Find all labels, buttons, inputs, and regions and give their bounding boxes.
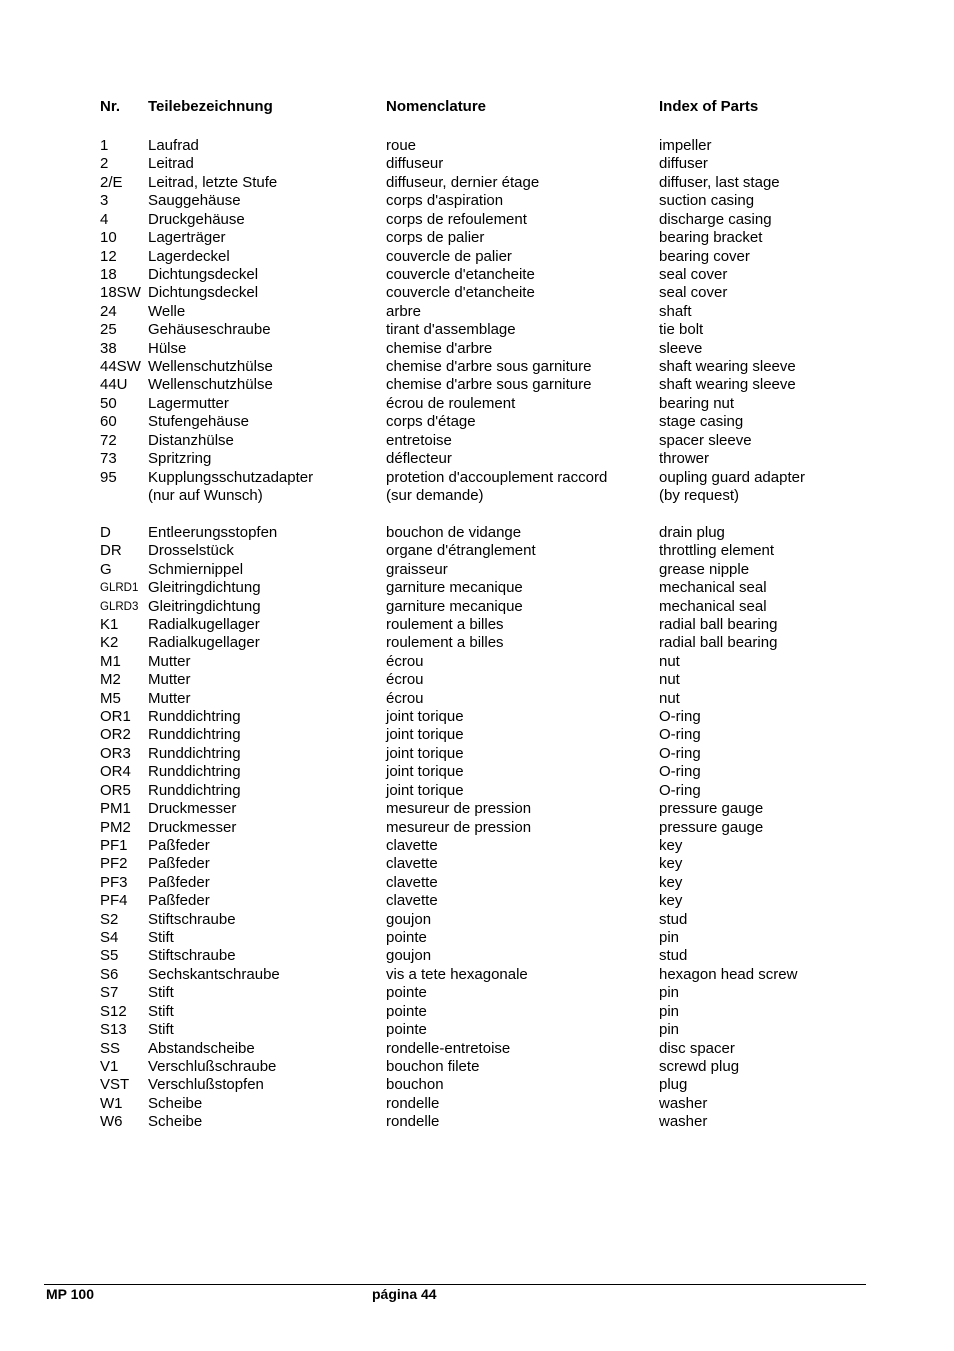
german-name: Paßfeder bbox=[148, 836, 210, 854]
french-name: garniture mecanique bbox=[386, 579, 523, 597]
table-row bbox=[0, 708, 954, 726]
english-name: stud bbox=[659, 910, 688, 928]
table-row bbox=[0, 800, 954, 818]
part-number: S12 bbox=[100, 1002, 127, 1020]
part-number: M2 bbox=[100, 671, 121, 689]
german-name: Lagermutter bbox=[148, 394, 229, 412]
part-number: 44SW bbox=[100, 358, 141, 376]
part-number: S7 bbox=[100, 984, 119, 1002]
table-row bbox=[0, 469, 954, 487]
table-row bbox=[0, 1003, 954, 1021]
french-name: clavette bbox=[386, 873, 438, 891]
german-name: Druckgehäuse bbox=[148, 210, 245, 228]
german-name: Gleitringdichtung bbox=[148, 579, 261, 597]
part-number: 4 bbox=[100, 210, 109, 228]
table-row bbox=[0, 376, 954, 394]
table-row bbox=[0, 284, 954, 302]
table-row bbox=[0, 321, 954, 339]
german-name: Druckmesser bbox=[148, 818, 237, 836]
english-name: (by request) bbox=[659, 486, 740, 504]
german-name: Paßfeder bbox=[148, 892, 210, 910]
english-name: nut bbox=[659, 689, 680, 707]
table-row bbox=[0, 1040, 954, 1058]
english-name: nut bbox=[659, 671, 680, 689]
english-name: screwd plug bbox=[659, 1058, 740, 1075]
french-name: joint torique bbox=[386, 781, 464, 799]
table-row bbox=[0, 211, 954, 229]
table-row bbox=[0, 137, 954, 155]
table-row bbox=[0, 432, 954, 450]
table-row bbox=[0, 229, 954, 247]
german-name: Welle bbox=[148, 302, 186, 320]
part-number: 18SW bbox=[100, 284, 141, 302]
table-row bbox=[0, 855, 954, 873]
english-name: impeller bbox=[659, 137, 712, 154]
part-number: PF1 bbox=[100, 836, 128, 854]
german-name: Scheibe bbox=[148, 1094, 203, 1112]
part-number: K1 bbox=[100, 615, 119, 633]
part-number: 1 bbox=[100, 137, 109, 154]
german-name: (nur auf Wunsch) bbox=[148, 486, 263, 504]
english-name: hexagon head screw bbox=[659, 965, 798, 983]
french-name: pointe bbox=[386, 984, 427, 1002]
german-name: Wellenschutzhülse bbox=[148, 376, 273, 394]
french-name: chemise d'arbre sous garniture bbox=[386, 376, 592, 394]
german-name: Mutter bbox=[148, 652, 191, 670]
part-number: 60 bbox=[100, 413, 117, 431]
french-name: corps de palier bbox=[386, 229, 485, 247]
english-name: washer bbox=[659, 1094, 708, 1112]
english-name: key bbox=[659, 836, 683, 854]
french-name: couvercle de palier bbox=[386, 247, 512, 265]
french-name: écrou bbox=[386, 689, 424, 707]
english-name: pin bbox=[659, 929, 680, 947]
part-number: OR4 bbox=[100, 763, 131, 781]
english-name: pressure gauge bbox=[659, 800, 764, 818]
german-name: Runddichtring bbox=[148, 726, 241, 744]
english-name: pressure gauge bbox=[659, 818, 764, 836]
table-row bbox=[0, 616, 954, 634]
part-number: 50 bbox=[100, 394, 117, 412]
part-number: 12 bbox=[100, 247, 117, 265]
table-row bbox=[0, 395, 954, 413]
french-name: organe d'étranglement bbox=[386, 542, 536, 560]
table-row bbox=[0, 450, 954, 468]
table-row bbox=[0, 745, 954, 763]
german-name: Drosselstück bbox=[148, 542, 234, 560]
part-number: S6 bbox=[100, 965, 119, 983]
part-number: S2 bbox=[100, 910, 119, 928]
french-name: pointe bbox=[386, 1021, 427, 1039]
footer-page-number: página 44 bbox=[372, 1286, 437, 1302]
part-number: 25 bbox=[100, 321, 117, 339]
english-name: pin bbox=[659, 984, 680, 1002]
part-number: PM2 bbox=[100, 818, 131, 836]
part-number: K2 bbox=[100, 634, 119, 652]
french-name: entretoise bbox=[386, 431, 452, 449]
french-name: corps de refoulement bbox=[386, 210, 527, 228]
table-row bbox=[0, 911, 954, 929]
english-name: grease nipple bbox=[659, 560, 750, 578]
table-row bbox=[0, 984, 954, 1002]
german-name: Verschlußschraube bbox=[148, 1058, 277, 1075]
german-name: Mutter bbox=[148, 689, 191, 707]
german-name: Gleitringdichtung bbox=[148, 597, 261, 615]
german-name: Scheibe bbox=[148, 1113, 203, 1131]
part-number: D bbox=[100, 523, 111, 541]
french-name: clavette bbox=[386, 892, 438, 910]
german-name: Stift bbox=[148, 929, 174, 947]
part-number: 38 bbox=[100, 339, 117, 357]
german-name: Sauggehäuse bbox=[148, 192, 241, 210]
part-number: OR3 bbox=[100, 744, 131, 762]
part-number: GLRD3 bbox=[100, 600, 139, 613]
french-name: écrou bbox=[386, 652, 424, 670]
french-name: diffuseur bbox=[386, 155, 444, 173]
german-name: Laufrad bbox=[148, 137, 199, 154]
french-name: couvercle d'etancheite bbox=[386, 265, 535, 283]
english-name: diffuser bbox=[659, 155, 708, 173]
english-name: nut bbox=[659, 652, 680, 670]
part-number: G bbox=[100, 560, 112, 578]
part-number: M5 bbox=[100, 689, 121, 707]
part-number: S5 bbox=[100, 947, 119, 965]
table-row bbox=[0, 1021, 954, 1039]
french-name: couvercle d'etancheite bbox=[386, 284, 535, 302]
part-number: W1 bbox=[100, 1094, 123, 1112]
french-name: chemise d'arbre sous garniture bbox=[386, 358, 592, 376]
english-name: stage casing bbox=[659, 413, 744, 431]
header-german: Teilebezeichnung bbox=[148, 98, 273, 115]
english-name: sleeve bbox=[659, 339, 703, 357]
french-name: mesureur de pression bbox=[386, 800, 532, 818]
table-row bbox=[0, 340, 954, 358]
english-name: pin bbox=[659, 1002, 680, 1020]
english-name: shaft wearing sleeve bbox=[659, 376, 796, 394]
table-row bbox=[0, 966, 954, 984]
english-name: radial ball bearing bbox=[659, 615, 778, 633]
table-row bbox=[0, 1113, 954, 1131]
german-name: Stift bbox=[148, 984, 174, 1002]
english-name: O-ring bbox=[659, 781, 701, 799]
table-row bbox=[0, 155, 954, 173]
french-name: bouchon de vidange bbox=[386, 523, 522, 541]
part-number: PF3 bbox=[100, 873, 128, 891]
table-row bbox=[0, 487, 954, 505]
english-name: O-ring bbox=[659, 726, 701, 744]
french-name: rondelle bbox=[386, 1094, 440, 1112]
german-name: Verschlußstopfen bbox=[148, 1076, 264, 1094]
german-name: Paßfeder bbox=[148, 855, 210, 873]
english-name: diffuser, last stage bbox=[659, 173, 780, 191]
french-name: pointe bbox=[386, 929, 427, 947]
german-name: Kupplungsschutzadapter bbox=[148, 468, 314, 486]
table-row bbox=[0, 892, 954, 910]
french-name: écrou de roulement bbox=[386, 394, 516, 412]
french-name: joint torique bbox=[386, 726, 464, 744]
header-nr: Nr. bbox=[100, 98, 121, 115]
german-name: Leitrad, letzte Stufe bbox=[148, 173, 278, 191]
part-number: 24 bbox=[100, 302, 117, 320]
table-row bbox=[0, 653, 954, 671]
german-name: Stiftschraube bbox=[148, 947, 236, 965]
english-name: spacer sleeve bbox=[659, 431, 752, 449]
french-name: roulement a billes bbox=[386, 615, 504, 633]
german-name: Entleerungsstopfen bbox=[148, 523, 278, 541]
french-name: bouchon filete bbox=[386, 1058, 480, 1075]
table-row bbox=[0, 579, 954, 597]
part-number: DR bbox=[100, 542, 122, 560]
french-name: pointe bbox=[386, 1002, 427, 1020]
english-name: pin bbox=[659, 1021, 680, 1039]
table-row bbox=[0, 266, 954, 284]
table-row bbox=[0, 174, 954, 192]
german-name: Stiftschraube bbox=[148, 910, 236, 928]
part-number: 2 bbox=[100, 155, 109, 173]
french-name: corps d'aspiration bbox=[386, 192, 504, 210]
german-name: Hülse bbox=[148, 339, 187, 357]
german-name: Abstandscheibe bbox=[148, 1039, 255, 1057]
french-name: déflecteur bbox=[386, 450, 452, 468]
part-number: S4 bbox=[100, 929, 119, 947]
table-row bbox=[0, 929, 954, 947]
french-name: chemise d'arbre bbox=[386, 339, 493, 357]
german-name: Gehäuseschraube bbox=[148, 321, 271, 339]
part-number: M1 bbox=[100, 652, 121, 670]
german-name: Leitrad bbox=[148, 155, 194, 173]
table-row bbox=[0, 947, 954, 965]
header-french: Nomenclature bbox=[386, 98, 487, 115]
german-name: Mutter bbox=[148, 671, 191, 689]
french-name: goujon bbox=[386, 910, 432, 928]
english-name: thrower bbox=[659, 450, 710, 468]
german-name: Runddichtring bbox=[148, 744, 241, 762]
french-name: arbre bbox=[386, 302, 422, 320]
part-number: GLRD1 bbox=[100, 582, 139, 595]
table-row bbox=[0, 505, 954, 523]
part-number: PF2 bbox=[100, 855, 128, 873]
german-name: Wellenschutzhülse bbox=[148, 358, 273, 376]
french-name: corps d'étage bbox=[386, 413, 476, 431]
table-row bbox=[0, 248, 954, 266]
table-row bbox=[0, 1058, 954, 1076]
german-name: Schmiernippel bbox=[148, 560, 244, 578]
english-name: shaft bbox=[659, 302, 692, 320]
german-name: Dichtungsdeckel bbox=[148, 265, 259, 283]
french-name: roulement a billes bbox=[386, 634, 504, 652]
table-row bbox=[0, 837, 954, 855]
part-number: 3 bbox=[100, 192, 109, 210]
german-name: Runddichtring bbox=[148, 763, 241, 781]
german-name: Sechskantschraube bbox=[148, 965, 280, 983]
part-number: 18 bbox=[100, 265, 117, 283]
english-name: drain plug bbox=[659, 523, 725, 541]
english-name: key bbox=[659, 892, 683, 910]
german-name: Paßfeder bbox=[148, 873, 210, 891]
french-name: vis a tete hexagonale bbox=[386, 965, 528, 983]
english-name: bearing bracket bbox=[659, 229, 763, 247]
french-name: goujon bbox=[386, 947, 432, 965]
table-row bbox=[0, 690, 954, 708]
table-row bbox=[0, 874, 954, 892]
french-name: protetion d'accouplement raccord bbox=[386, 468, 608, 486]
table-row bbox=[0, 763, 954, 781]
english-name: key bbox=[659, 873, 683, 891]
english-name: seal cover bbox=[659, 265, 728, 283]
english-name: bearing nut bbox=[659, 394, 735, 412]
english-name: key bbox=[659, 855, 683, 873]
english-name: mechanical seal bbox=[659, 597, 767, 615]
english-name: mechanical seal bbox=[659, 579, 767, 597]
english-name: bearing cover bbox=[659, 247, 750, 265]
part-number: 95 bbox=[100, 468, 117, 486]
french-name: clavette bbox=[386, 855, 438, 873]
english-name: tie bolt bbox=[659, 321, 704, 339]
part-number: PF4 bbox=[100, 892, 128, 910]
french-name: écrou bbox=[386, 671, 424, 689]
table-row bbox=[0, 303, 954, 321]
german-name: Radialkugellager bbox=[148, 634, 260, 652]
table-row bbox=[0, 634, 954, 652]
footer-model: MP 100 bbox=[46, 1286, 94, 1302]
footer-divider bbox=[44, 1284, 866, 1285]
german-name: Runddichtring bbox=[148, 781, 241, 799]
part-number: V1 bbox=[100, 1058, 119, 1075]
table-row bbox=[0, 358, 954, 376]
part-number: SS bbox=[100, 1039, 121, 1057]
french-name: tirant d'assemblage bbox=[386, 321, 516, 339]
english-name: discharge casing bbox=[659, 210, 772, 228]
french-name: rondelle bbox=[386, 1113, 440, 1131]
english-name: O-ring bbox=[659, 744, 701, 762]
french-name: mesureur de pression bbox=[386, 818, 532, 836]
german-name: Spritzring bbox=[148, 450, 212, 468]
table-row bbox=[0, 413, 954, 431]
table-row bbox=[0, 819, 954, 837]
english-name: plug bbox=[659, 1076, 688, 1094]
english-name: seal cover bbox=[659, 284, 728, 302]
english-name: disc spacer bbox=[659, 1039, 735, 1057]
english-name: radial ball bearing bbox=[659, 634, 778, 652]
table-row bbox=[0, 561, 954, 579]
french-name: joint torique bbox=[386, 763, 464, 781]
header-english: Index of Parts bbox=[659, 98, 759, 115]
german-name: Distanzhülse bbox=[148, 431, 234, 449]
german-name: Lagerdeckel bbox=[148, 247, 230, 265]
german-name: Stift bbox=[148, 1021, 174, 1039]
french-name: clavette bbox=[386, 836, 438, 854]
table-row bbox=[0, 726, 954, 744]
table-row bbox=[0, 671, 954, 689]
french-name: garniture mecanique bbox=[386, 597, 523, 615]
german-name: Runddichtring bbox=[148, 708, 241, 726]
french-name: roue bbox=[386, 137, 417, 154]
french-name: rondelle-entretoise bbox=[386, 1039, 511, 1057]
part-number: VST bbox=[100, 1076, 130, 1094]
english-name: throttling element bbox=[659, 542, 775, 560]
french-name: bouchon bbox=[386, 1076, 444, 1094]
german-name: Dichtungsdeckel bbox=[148, 284, 259, 302]
part-number: 72 bbox=[100, 431, 117, 449]
german-name: Stift bbox=[148, 1002, 174, 1020]
english-name: washer bbox=[659, 1113, 708, 1131]
part-number: 2/E bbox=[100, 173, 123, 191]
part-number: 73 bbox=[100, 450, 117, 468]
table-row bbox=[0, 542, 954, 560]
german-name: Lagerträger bbox=[148, 229, 226, 247]
french-name: joint torique bbox=[386, 744, 464, 762]
french-name: graisseur bbox=[386, 560, 448, 578]
english-name: oupling guard adapter bbox=[659, 468, 805, 486]
table-row bbox=[0, 192, 954, 210]
french-name: diffuseur, dernier étage bbox=[386, 173, 540, 191]
part-number: OR5 bbox=[100, 781, 131, 799]
french-name: (sur demande) bbox=[386, 486, 484, 504]
english-name: O-ring bbox=[659, 708, 701, 726]
table-row bbox=[0, 1076, 954, 1094]
german-name: Druckmesser bbox=[148, 800, 237, 818]
part-number: PM1 bbox=[100, 800, 131, 818]
english-name: stud bbox=[659, 947, 688, 965]
english-name: suction casing bbox=[659, 192, 755, 210]
table-row bbox=[0, 782, 954, 800]
german-name: Stufengehäuse bbox=[148, 413, 249, 431]
english-name: O-ring bbox=[659, 763, 701, 781]
german-name: Radialkugellager bbox=[148, 615, 260, 633]
part-number: W6 bbox=[100, 1113, 123, 1131]
table-row bbox=[0, 598, 954, 616]
table-row bbox=[0, 1095, 954, 1113]
french-name: joint torique bbox=[386, 708, 464, 726]
table-row bbox=[0, 524, 954, 542]
part-number: 10 bbox=[100, 229, 117, 247]
part-number: S13 bbox=[100, 1021, 127, 1039]
part-number: 44U bbox=[100, 376, 128, 394]
english-name: shaft wearing sleeve bbox=[659, 358, 796, 376]
part-number: OR2 bbox=[100, 726, 131, 744]
part-number: OR1 bbox=[100, 708, 131, 726]
